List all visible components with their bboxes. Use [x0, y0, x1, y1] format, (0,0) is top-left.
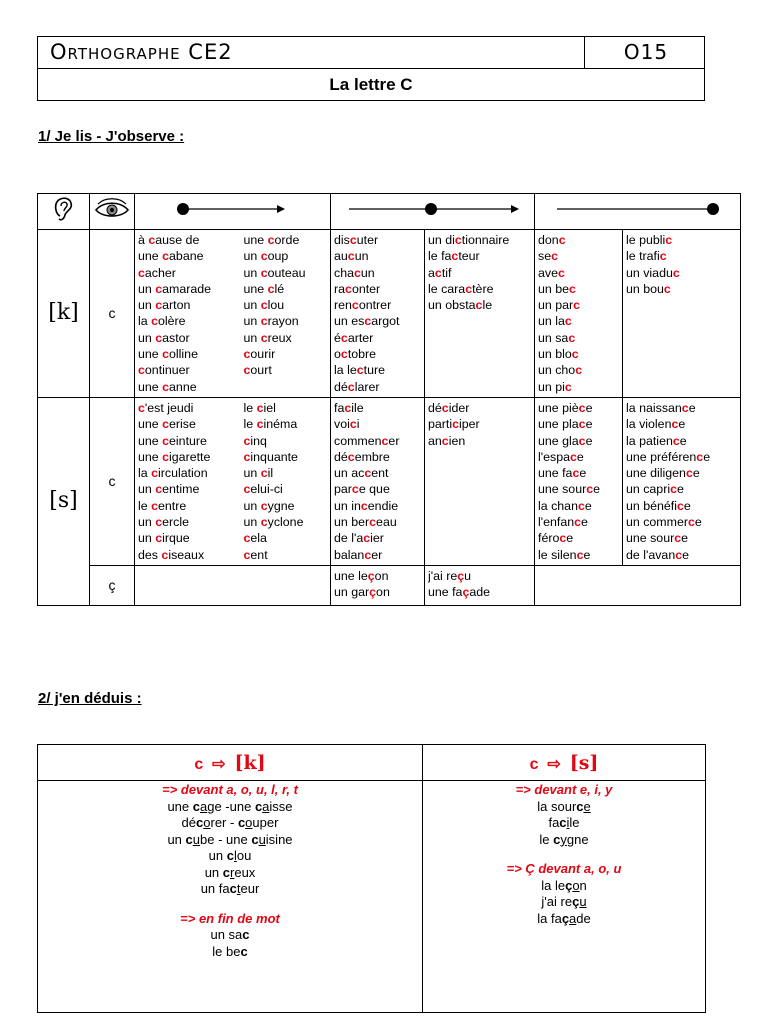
word: un clou	[243, 298, 285, 313]
word-list	[331, 230, 425, 398]
word: rencontrer	[334, 298, 392, 313]
arrow-right-icon: ⇨	[547, 755, 561, 773]
eye-icon	[94, 198, 130, 220]
title-bar	[37, 68, 705, 101]
header-sound: [s]	[569, 751, 599, 774]
word: celui-ci	[243, 482, 283, 497]
word: un couteau	[243, 265, 306, 280]
word: aucun	[334, 249, 369, 264]
word: un caprice	[626, 482, 684, 497]
word: un berceau	[334, 515, 397, 530]
word-list	[425, 230, 535, 398]
word: ancien	[428, 433, 466, 448]
arrow-middle-icon	[343, 201, 523, 217]
word: une cabane	[138, 249, 204, 264]
word: le cinéma	[243, 417, 298, 432]
header-sound: [k]	[234, 751, 266, 774]
word: un cyclone	[243, 515, 304, 530]
ear-icon	[52, 194, 76, 224]
word: j'ai reçu	[428, 568, 472, 583]
word: actif	[428, 265, 452, 280]
word: un bouc	[626, 281, 671, 296]
word: un viaduc	[626, 265, 680, 280]
word: déclarer	[334, 379, 380, 394]
word: la patience	[626, 433, 687, 448]
word: un crayon	[243, 314, 299, 329]
word: balancer	[334, 547, 383, 562]
word-list	[135, 230, 241, 398]
example: le bec	[212, 943, 248, 959]
word: raconter	[334, 281, 381, 296]
word: un dictionnaire	[428, 233, 510, 247]
word: un bec	[538, 281, 576, 296]
word: une diligence	[626, 466, 700, 481]
word: parce que	[334, 482, 390, 497]
icon-row	[38, 194, 741, 230]
word: la circulation	[138, 466, 208, 481]
header-letter: c	[529, 755, 539, 773]
example: un cube - une cuisine	[167, 831, 293, 847]
word-list	[331, 565, 425, 605]
word: facile	[334, 400, 364, 415]
word: cent	[243, 547, 268, 562]
phoneme-k: [k]	[38, 230, 90, 398]
ear-cell	[38, 194, 90, 230]
word: octobre	[334, 347, 377, 362]
row-k-sound	[38, 230, 741, 398]
word: la violence	[626, 417, 686, 432]
position-middle-cell	[331, 194, 535, 230]
word: une clé	[243, 281, 285, 296]
word: un bloc	[538, 347, 579, 362]
word: une source	[538, 482, 601, 497]
word: écarter	[334, 330, 374, 345]
rule-text: => Ç devant a, o, u	[506, 861, 622, 876]
word: c'est jeudi	[138, 400, 194, 415]
word: discuter	[334, 233, 379, 247]
rule-text: => devant a, o, u, l, r, t	[162, 782, 298, 797]
word: continuer	[138, 363, 190, 378]
word: une corde	[243, 233, 300, 247]
word: une leçon	[334, 568, 389, 583]
rule-s-header	[423, 745, 706, 781]
word: donc	[538, 233, 566, 247]
word: un accent	[334, 466, 389, 481]
word-list	[425, 397, 535, 565]
example: un clou	[208, 848, 252, 863]
letter-c-cedilla: ç	[90, 565, 135, 605]
word: un commerce	[626, 515, 702, 530]
word: de l'avance	[626, 547, 690, 562]
rule-text: => devant e, i, y	[515, 782, 613, 797]
word: le trafic	[626, 249, 667, 264]
word: l'espace	[538, 449, 584, 464]
word: un obstacle	[428, 298, 493, 313]
header-divider	[584, 37, 585, 68]
word: la colère	[138, 314, 186, 329]
rule-k-header	[38, 745, 423, 781]
example: facile	[548, 815, 580, 830]
word: un castor	[138, 330, 190, 345]
row-s-sound	[38, 397, 741, 565]
word: un coup	[243, 249, 289, 264]
header-bar	[37, 36, 705, 69]
word: un sac	[538, 330, 576, 345]
word: courir	[243, 347, 276, 362]
word-list	[535, 230, 623, 398]
word: une glace	[538, 433, 593, 448]
example: la leçon	[541, 877, 587, 893]
section1-title: 1/ Je lis - J'observe :	[38, 128, 185, 145]
word: sec	[538, 249, 558, 264]
example: décorer - couper	[181, 815, 279, 830]
letter-c-k: c	[90, 230, 135, 398]
row-cedilla	[38, 565, 741, 605]
arrow-end-icon	[553, 201, 723, 217]
word: voici	[334, 417, 360, 432]
word: une face	[538, 466, 587, 481]
empty-cell	[535, 565, 741, 605]
eye-cell	[90, 194, 135, 230]
observation-table	[37, 193, 741, 606]
word: participer	[428, 417, 480, 432]
word: un choc	[538, 363, 583, 378]
word: un cil	[243, 466, 274, 481]
word: la chance	[538, 498, 592, 513]
word: une cigarette	[138, 449, 211, 464]
example: le cygne	[539, 831, 589, 847]
word: le centre	[138, 498, 187, 513]
word: commencer	[334, 433, 400, 448]
word: un cercle	[138, 515, 189, 530]
page-title: La lettre C	[329, 75, 413, 94]
deduction-table	[37, 744, 706, 1013]
example: un facteur	[200, 881, 260, 896]
word-list	[623, 230, 741, 398]
subject-label: Orthographe CE2	[50, 40, 233, 64]
example: la source	[537, 798, 591, 814]
word: avec	[538, 265, 565, 280]
word: un pic	[538, 379, 572, 394]
word-list	[241, 397, 331, 565]
word: le ciel	[243, 400, 276, 415]
word: de l'acier	[334, 531, 384, 546]
word: l'enfance	[538, 515, 588, 530]
word: une source	[626, 531, 689, 546]
example: un creux	[204, 864, 256, 880]
word: un camarade	[138, 281, 212, 296]
word: la naissance	[626, 400, 696, 415]
example: une cage -une caisse	[167, 798, 293, 814]
word-list	[425, 565, 535, 605]
word: une canne	[138, 379, 197, 394]
word: cacher	[138, 265, 176, 280]
rule-text: => en fin de mot	[180, 910, 280, 926]
word: un parc	[538, 298, 581, 313]
arrow-start-icon	[173, 201, 293, 217]
word: le facteur	[428, 249, 480, 264]
word: une préférence	[626, 449, 711, 464]
letter-c-s: c	[90, 397, 135, 565]
word: cela	[243, 531, 267, 546]
word-list	[535, 397, 623, 565]
word: à cause de	[138, 233, 200, 247]
section2-title: 2/ j'en déduis :	[38, 690, 142, 707]
word: le public	[626, 233, 673, 247]
position-start-cell	[135, 194, 331, 230]
word: le silence	[538, 547, 591, 562]
empty-cell	[135, 565, 331, 605]
word: le caractère	[428, 281, 494, 296]
position-end-cell	[535, 194, 741, 230]
word: la lecture	[334, 363, 385, 378]
word-list	[331, 397, 425, 565]
word: une cerise	[138, 417, 196, 432]
phoneme-s: [s]	[38, 397, 90, 605]
word: un bénéfice	[626, 498, 691, 513]
word: féroce	[538, 531, 574, 546]
lesson-code: O15	[623, 40, 669, 64]
word: des ciseaux	[138, 547, 205, 562]
word: un cirque	[138, 531, 190, 546]
word: une place	[538, 417, 593, 432]
arrow-right-icon: ⇨	[212, 755, 226, 773]
word: un lac	[538, 314, 572, 329]
example: j'ai reçu	[541, 894, 587, 909]
word: court	[243, 363, 272, 378]
word: cinq	[243, 433, 267, 448]
word: un garçon	[334, 585, 390, 600]
word: un centime	[138, 482, 200, 497]
word: cinquante	[243, 449, 298, 464]
word-list	[623, 397, 741, 565]
rule-k-body	[38, 781, 423, 1013]
word: un escargot	[334, 314, 400, 329]
rule-s-body	[423, 781, 706, 1013]
example: la façade	[537, 910, 591, 926]
word: un cygne	[243, 498, 295, 513]
word-list	[241, 230, 331, 398]
word: une colline	[138, 347, 198, 362]
word: un creux	[243, 330, 292, 345]
word: une façade	[428, 585, 491, 600]
example: un sac	[210, 927, 250, 942]
word: une pièce	[538, 400, 593, 415]
word-list	[135, 397, 241, 565]
word: un carton	[138, 298, 191, 313]
word: chacun	[334, 265, 375, 280]
word: une ceinture	[138, 433, 207, 448]
word: décembre	[334, 449, 390, 464]
word: décider	[428, 400, 470, 415]
word: un incendie	[334, 498, 399, 513]
header-letter: c	[194, 755, 204, 773]
